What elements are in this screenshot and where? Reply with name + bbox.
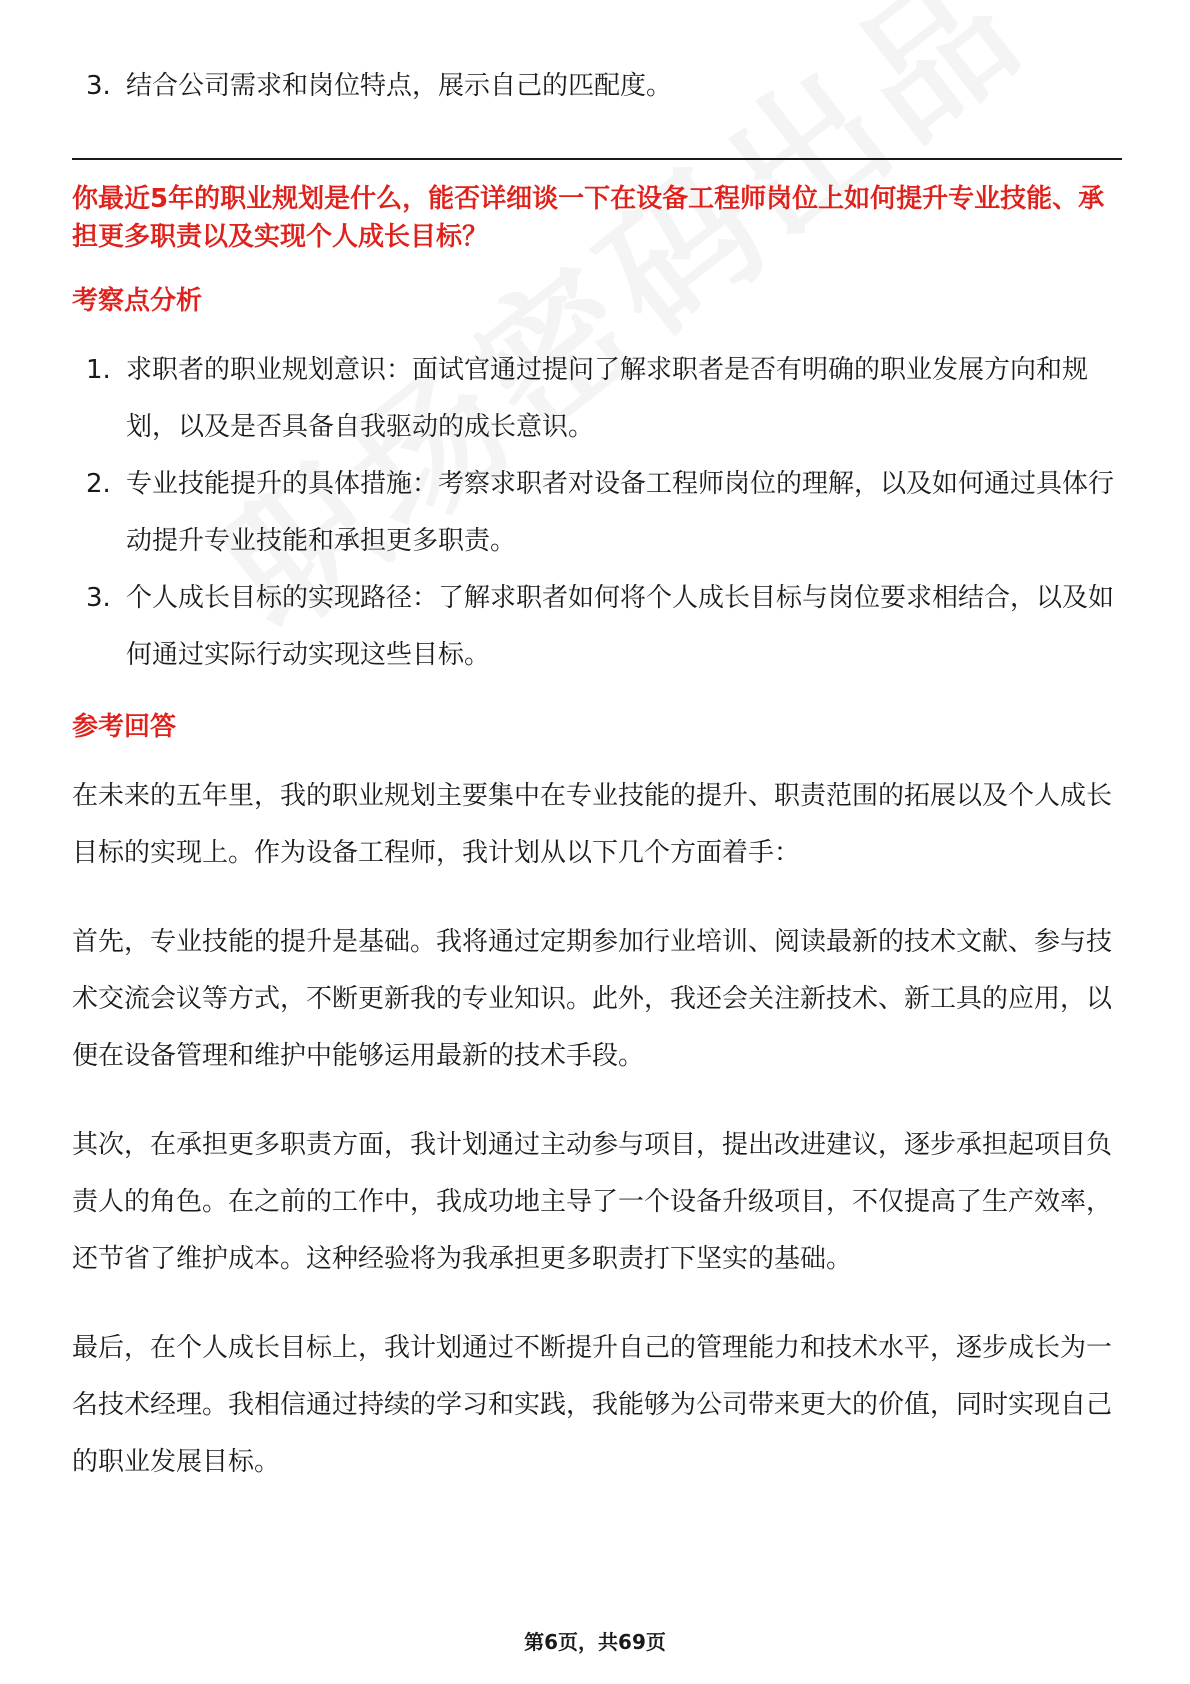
answer-body <box>72 768 1122 1491</box>
answer-paragraph: 最后，在个人成长目标上，我计划通过不断提升自己的管理能力和技术水平，逐步成长为一名技术经理。我相信通过持续的学习和实践，我能够为公司带来更大的价值，同时实现自己的职业发展目标。 <box>72 1333 1113 1477</box>
list-item <box>72 456 1122 570</box>
list-item <box>72 58 1122 115</box>
answer-paragraph: 首先，专业技能的提升是基础。我将通过定期参加行业培训、阅读最新的技术文献、参与技术交流会议等方式，不断更新我的专业知识。此外，我还会关注新技术、新工具的应用，以便在设备管理和维护中能够运用最新的技术手段。 <box>72 927 1113 1071</box>
section-divider <box>72 158 1122 160</box>
analysis-list <box>72 342 1122 684</box>
list-number: 2. <box>86 469 111 499</box>
list-text: 结合公司需求和岗位特点，展示自己的匹配度。 <box>126 71 673 101</box>
answer-heading: 参考回答 <box>72 712 177 742</box>
previous-answer-list <box>72 58 1122 115</box>
list-item <box>72 342 1122 456</box>
question-heading: 你最近5年的职业规划是什么，能否详细谈一下在设备工程师岗位上如何提升专业技能、承担更多职责以及实现个人成长目标？ <box>72 184 1105 252</box>
answer-paragraph: 其次，在承担更多职责方面，我计划通过主动参与项目，提出改进建议，逐步承担起项目负责人的角色。在之前的工作中，我成功地主导了一个设备升级项目，不仅提高了生产效率，还节省了维护成本。这种经验将为我承担更多职责打下坚实的基础。 <box>72 1130 1113 1274</box>
list-item <box>72 570 1122 684</box>
list-text: 个人成长目标的实现路径：了解求职者如何将个人成长目标与岗位要求相结合，以及如何通过实际行动实现这些目标。 <box>126 583 1115 670</box>
list-text: 求职者的职业规划意识：面试官通过提问了解求职者是否有明确的职业发展方向和规划，以及是否具备自我驱动的成长意识。 <box>126 355 1089 442</box>
analysis-heading: 考察点分析 <box>72 286 203 316</box>
list-number: 3. <box>86 583 111 613</box>
list-number: 1. <box>86 355 111 385</box>
list-text: 专业技能提升的具体措施：考察求职者对设备工程师岗位的理解，以及如何通过具体行动提升专业技能和承担更多职责。 <box>126 469 1115 556</box>
page-content <box>72 58 1122 1523</box>
list-number: 3. <box>86 71 111 101</box>
answer-paragraph: 在未来的五年里，我的职业规划主要集中在专业技能的提升、职责范围的拓展以及个人成长目标的实现上。作为设备工程师，我计划从以下几个方面着手： <box>72 781 1113 868</box>
page-footer: 第6页，共69页 <box>524 1630 666 1654</box>
